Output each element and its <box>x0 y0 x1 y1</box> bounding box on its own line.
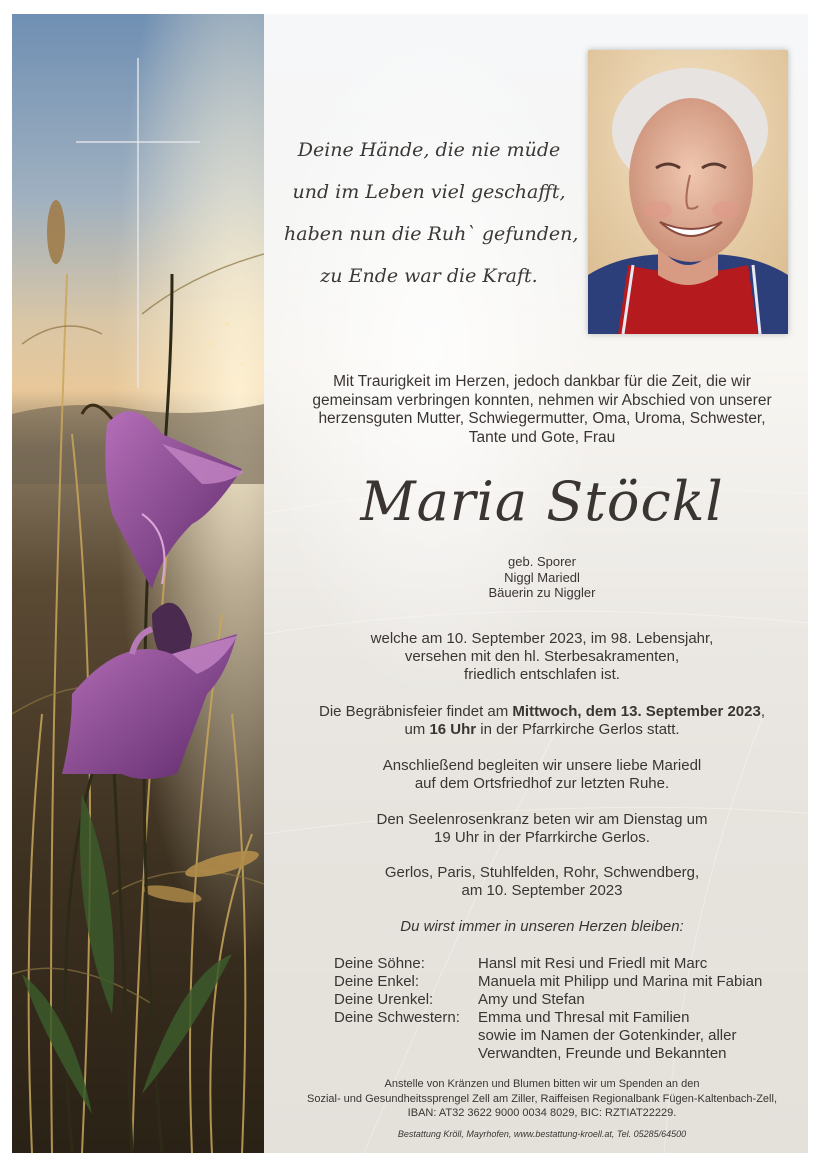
family-names: Manuela mit Philipp und Marina mit Fabian <box>478 973 763 990</box>
poem-line: zu Ende war die Kraft. <box>320 265 538 287</box>
poem-line: Deine Hände, die nie müde <box>297 139 561 161</box>
family-label: Deine Söhne: <box>334 955 425 972</box>
funeral-time-prefix: um <box>404 721 430 738</box>
family-names: Amy und Stefan <box>478 991 585 1008</box>
family-label: Deine Schwestern: <box>334 1009 460 1026</box>
passing-text <box>264 630 808 684</box>
intro-line: gemeinsam verbringen konnten, nehmen wir Abschied von unserer <box>312 391 772 409</box>
portrait-photo <box>588 50 788 334</box>
burial-line: auf dem Ortsfriedhof zur letzten Ruhe. <box>414 775 670 792</box>
place-date-line: am 10. September 2023 <box>461 882 623 899</box>
deceased-details <box>264 554 808 601</box>
cross-icon <box>76 58 200 388</box>
family-names: Verwandten, Freunde und Bekannten <box>478 1045 727 1062</box>
family-names: Emma und Thresal mit Familien <box>478 1009 690 1026</box>
intro-line: Tante und Gote, Frau <box>468 428 616 446</box>
intro-text <box>264 373 808 447</box>
funeral-text <box>264 703 808 739</box>
motto: Du wirst immer in unseren Herzen bleiben: <box>400 918 684 935</box>
family-label: Deine Urenkel: <box>334 991 434 1008</box>
family-label: Deine Enkel: <box>334 973 420 990</box>
obituary-card <box>12 14 808 1153</box>
place-date-line: Gerlos, Paris, Stuhlfelden, Rohr, Schwendberg, <box>384 864 700 881</box>
detail-line: geb. Sporer <box>508 554 576 569</box>
funeral-date: Mittwoch, dem 13. September 2023 <box>512 703 761 720</box>
funeral-time-suffix: in der Pfarrkirche Gerlos statt. <box>476 721 680 738</box>
intro-line: Mit Traurigkeit im Herzen, jedoch dankbar für die Zeit, die wir <box>333 373 751 390</box>
funeral-time: 16 Uhr <box>429 721 477 738</box>
poem <box>284 129 579 297</box>
funeral-line <box>264 703 808 721</box>
rosary-text <box>264 811 808 847</box>
passing-line: versehen mit den hl. Sterbesakramenten, <box>404 648 680 665</box>
family-names: Hansl mit Resi und Friedl mit Marc <box>478 955 708 972</box>
deceased-name: Maria Stöckl <box>360 470 724 533</box>
poem-line: und im Leben viel geschafft, <box>292 181 566 203</box>
funeral-time-line <box>264 721 808 739</box>
detail-line: Bäuerin zu Niggler <box>488 585 596 600</box>
passing-line: friedlich entschlafen ist. <box>464 666 620 683</box>
burial-line: Anschließend begleiten wir unsere liebe Mariedl <box>382 757 702 774</box>
detail-line: Niggl Mariedl <box>504 569 580 585</box>
burial-text <box>264 757 808 793</box>
rosary-line: 19 Uhr in der Pfarrkirche Gerlos. <box>434 829 650 846</box>
place-date-text <box>264 864 808 900</box>
funeral-prefix: Die Begräbnisfeier findet am <box>318 703 513 720</box>
intro-line: herzensguten Mutter, Schwiegermutter, Oma, Uroma, Schwester, <box>318 410 766 427</box>
rosary-line: Den Seelenrosenkranz beten wir am Dienstag um <box>376 811 708 828</box>
imprint: Bestattung Kröll, Mayrhofen, www.bestattung-kroell.at, Tel. 05285/64500 <box>397 1129 687 1139</box>
funeral-suffix: , <box>760 703 766 720</box>
passing-line: welche am 10. September 2023, im 98. Lebensjahr, <box>370 630 714 647</box>
poem-line: haben nun die Ruh` gefunden, <box>284 223 579 245</box>
family-list <box>12 955 808 1065</box>
donation-note <box>264 1077 808 1121</box>
footer-line: Anstelle von Kränzen und Blumen bitten wir um Spenden an den <box>384 1078 700 1090</box>
footer-line: Sozial- und Gesundheitssprengel Zell am Ziller, Raiffeisen Regionalbank Fügen-Kaltenbach-Zell, <box>307 1092 777 1105</box>
footer-line: IBAN: AT32 3622 9000 0034 8029, BIC: RZTIAT22229. <box>407 1107 677 1119</box>
family-names: sowie im Namen der Gotenkinder, aller <box>478 1027 737 1044</box>
